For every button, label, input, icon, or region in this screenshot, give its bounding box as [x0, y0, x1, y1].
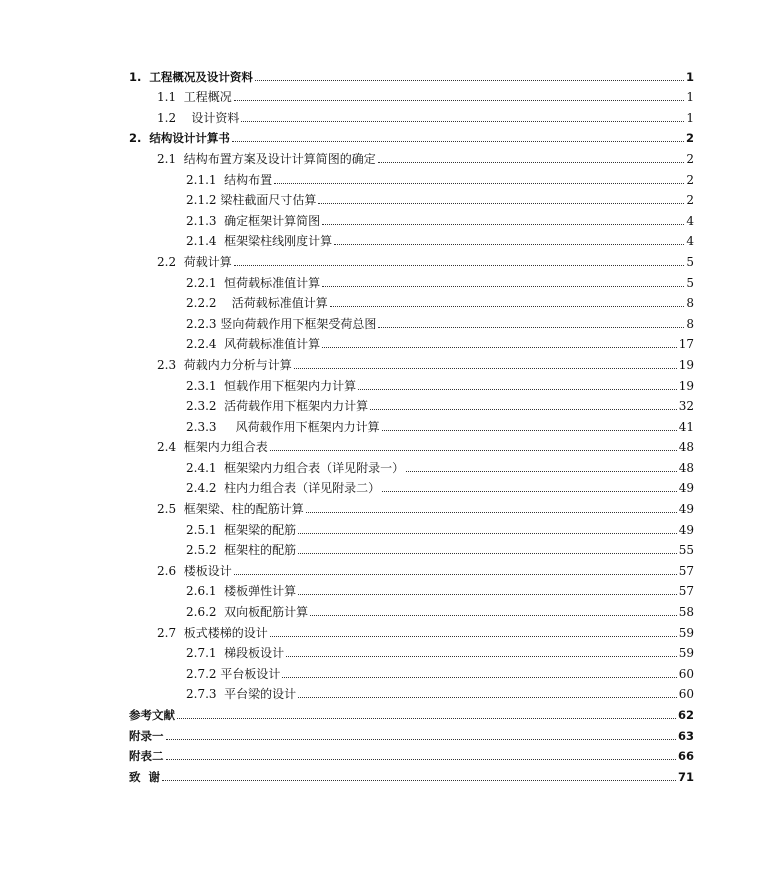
toc-entry-page: 71 — [677, 769, 694, 784]
toc-entry[interactable] — [0, 537, 780, 558]
toc-entry-page: 2 — [686, 172, 694, 187]
toc-entry-number: 2.3.3 — [186, 419, 236, 434]
toc-entry-title: 恒载作用下框架内力计算 — [224, 378, 357, 393]
toc-entry[interactable] — [0, 393, 780, 414]
toc-entry[interactable] — [0, 495, 780, 516]
toc-entry-title: 框架梁的配筋 — [224, 522, 297, 537]
toc-entry-page: 1 — [686, 90, 694, 105]
toc-entry-page: 41 — [678, 419, 694, 434]
toc-entry-title: 活荷载标准值计算 — [231, 296, 328, 311]
toc-entry-number: 2.5 — [157, 502, 184, 517]
toc-dot-leader — [166, 759, 676, 760]
toc-entry[interactable] — [0, 475, 780, 496]
toc-entry[interactable] — [0, 351, 780, 372]
toc-entry-number: 2.2.1 — [186, 275, 225, 290]
toc-entry-number: 2.7.1 — [186, 646, 225, 661]
toc-entry-page: 1 — [686, 110, 694, 125]
toc-entry[interactable] — [0, 187, 780, 208]
toc-entry[interactable] — [0, 228, 780, 249]
toc-entry[interactable] — [0, 557, 780, 578]
toc-entry-number: 2.7.2 — [186, 666, 221, 681]
toc-entry-title: 楼板弹性计算 — [224, 584, 297, 599]
toc-dot-leader — [298, 697, 677, 698]
toc-entry-number: 2.5.1 — [186, 522, 225, 537]
toc-entry[interactable] — [0, 63, 780, 84]
toc-entry-page: 59 — [678, 625, 694, 640]
toc-entry-title: 活荷载作用下框架内力计算 — [224, 399, 369, 414]
toc-entry[interactable] — [0, 681, 780, 702]
toc-entry-number: 2.1.4 — [186, 234, 225, 249]
toc-entry-title: 风荷载作用下框架内力计算 — [235, 419, 380, 434]
toc-entry-page: 19 — [678, 378, 694, 393]
toc-entry-number: 2.6.1 — [186, 584, 225, 599]
toc-entry-number: 2.2.4 — [186, 337, 225, 352]
toc-entry-title: 结构布置 — [224, 172, 273, 187]
toc-entry-title: 附表二 — [129, 749, 164, 764]
toc-entry-number: 2.6 — [157, 563, 184, 578]
toc-entry-title: 风荷载标准值计算 — [224, 337, 321, 352]
toc-entry-number: 2.1.3 — [186, 213, 225, 228]
toc-entry-page: 62 — [677, 708, 694, 722]
toc-entry-page: 49 — [678, 481, 694, 496]
toc-entry[interactable] — [0, 248, 780, 269]
toc-entry[interactable] — [0, 578, 780, 599]
toc-entry-number: 2. — [129, 131, 150, 146]
toc-entry-title: 结构设计计算书 — [149, 131, 230, 146]
toc-entry-page: 8 — [686, 296, 694, 311]
toc-entry-title: 确定框架计算简图 — [224, 213, 321, 228]
toc-entry-page: 32 — [678, 399, 694, 414]
toc-dot-leader — [382, 491, 677, 492]
toc-entry-number: 2.3.1 — [186, 378, 225, 393]
toc-dot-leader — [274, 183, 684, 184]
toc-entry[interactable] — [0, 145, 780, 166]
toc-dot-leader — [255, 80, 684, 81]
toc-dot-leader — [286, 656, 677, 657]
toc-dot-leader — [378, 327, 684, 328]
toc-entry-title: 平台板设计 — [220, 666, 281, 681]
toc-entry-page: 17 — [678, 337, 694, 352]
toc-entry-title: 楼板设计 — [183, 563, 232, 578]
toc-entry-number: 2.6.2 — [186, 605, 225, 620]
toc-entry-number: 2.5.2 — [186, 543, 225, 558]
toc-entry-number: 2.1.2 — [186, 193, 221, 208]
toc-dot-leader — [298, 594, 677, 595]
toc-entry[interactable] — [0, 207, 780, 228]
toc-entry-title: 恒荷载标准值计算 — [224, 275, 321, 290]
toc-entry[interactable] — [0, 640, 780, 661]
toc-dot-leader — [370, 409, 677, 410]
toc-entry-number: 1.1 — [157, 90, 184, 105]
toc-dot-leader — [166, 739, 676, 740]
toc-entry-page: 49 — [678, 522, 694, 537]
toc-entry[interactable] — [0, 84, 780, 105]
toc-entry-title: 框架梁柱线刚度计算 — [224, 234, 333, 249]
toc-dot-leader — [322, 347, 677, 348]
toc-entry-number: 2.4 — [157, 440, 184, 455]
toc-entry[interactable] — [0, 722, 780, 743]
toc-dot-leader — [322, 286, 684, 287]
toc-dot-leader — [318, 203, 684, 204]
toc-entry[interactable] — [0, 166, 780, 187]
toc-entry[interactable] — [0, 372, 780, 393]
toc-entry[interactable] — [0, 413, 780, 434]
toc-entry-page: 57 — [678, 584, 694, 599]
toc-entry[interactable] — [0, 701, 780, 722]
toc-entry-title: 荷载内力分析与计算 — [183, 357, 292, 372]
toc-entry-title: 框架内力组合表 — [183, 440, 268, 455]
toc-dot-leader — [322, 224, 684, 225]
toc-entry[interactable] — [0, 454, 780, 475]
toc-dot-leader — [234, 265, 685, 266]
toc-entry-title: 附录一 — [129, 728, 164, 743]
toc-entry-page: 19 — [678, 357, 694, 372]
toc-entry-number: 2.3.2 — [186, 399, 225, 414]
toc-entry-number: 2.7 — [157, 625, 184, 640]
toc-entry-page: 57 — [678, 563, 694, 578]
toc-entry-number: 2.4.2 — [186, 481, 225, 496]
toc-entry-page: 48 — [678, 460, 694, 475]
toc-dot-leader — [162, 780, 676, 781]
toc-entry-number: 2.3 — [157, 357, 184, 372]
toc-entry-page: 66 — [677, 749, 694, 764]
toc-entry[interactable] — [0, 743, 780, 764]
toc-dot-leader — [334, 244, 684, 245]
toc-entry-title: 平台梁的设计 — [224, 687, 297, 702]
toc-entry[interactable] — [0, 290, 780, 311]
toc-entry-page: 48 — [678, 440, 694, 455]
toc-entry-number: 2.1.1 — [186, 172, 225, 187]
toc-dot-leader — [330, 306, 685, 307]
toc-entry[interactable] — [0, 125, 780, 146]
toc-entry-title: 柱内力组合表（详见附录二） — [224, 481, 381, 496]
toc-entry[interactable] — [0, 269, 780, 290]
toc-entry-title: 工程概况 — [183, 90, 232, 105]
toc-entry[interactable] — [0, 763, 780, 784]
toc-dot-leader — [378, 162, 685, 163]
toc-dot-leader — [270, 636, 677, 637]
toc-entry-title: 框架柱的配筋 — [224, 543, 297, 558]
toc-dot-leader — [282, 677, 676, 678]
toc-dot-leader — [298, 533, 677, 534]
toc-entry[interactable] — [0, 619, 780, 640]
toc-entry-title: 框架梁、柱的配筋计算 — [183, 502, 304, 517]
toc-dot-leader — [310, 615, 677, 616]
toc-entry-number: 2.7.3 — [186, 687, 225, 702]
toc-entry-page: 55 — [678, 543, 694, 558]
toc-entry[interactable] — [0, 310, 780, 331]
toc-dot-leader — [306, 512, 677, 513]
toc-dot-leader — [234, 100, 685, 101]
toc-dot-leader — [232, 141, 684, 142]
toc-entry-title: 致 谢 — [129, 769, 161, 784]
toc-entry-page: 49 — [678, 502, 694, 517]
toc-entry-title: 结构布置方案及设计计算简图的确定 — [183, 151, 376, 166]
toc-entry-number: 1. — [129, 69, 150, 84]
toc-entry-page: 4 — [686, 234, 694, 249]
toc-entry-page: 60 — [678, 666, 694, 681]
toc-entry-page: 59 — [678, 646, 694, 661]
toc-entry[interactable] — [0, 331, 780, 352]
toc-entry[interactable] — [0, 104, 780, 125]
toc-entry-page: 2 — [686, 193, 694, 208]
toc-entry-title: 梯段板设计 — [224, 646, 285, 661]
toc-dot-leader — [270, 450, 677, 451]
toc-entry[interactable] — [0, 516, 780, 537]
toc-dot-leader — [298, 553, 677, 554]
toc-entry-title: 竖向荷载作用下框架受荷总图 — [220, 316, 377, 331]
toc-entry-number: 1.2 — [157, 110, 192, 125]
toc-entry-title: 参考文献 — [129, 708, 175, 722]
toc-dot-leader — [382, 430, 677, 431]
toc-entry[interactable] — [0, 434, 780, 455]
toc-entry-page: 60 — [678, 687, 694, 702]
toc-entry-number: 2.4.1 — [186, 460, 225, 475]
table-of-contents — [0, 63, 780, 784]
toc-entry-page: 2 — [685, 131, 694, 146]
toc-dot-leader — [358, 389, 677, 390]
toc-entry[interactable] — [0, 598, 780, 619]
toc-entry-page: 5 — [686, 275, 694, 290]
toc-dot-leader — [241, 121, 684, 122]
toc-dot-leader — [234, 574, 677, 575]
toc-entry-number: 2.2.2 — [186, 296, 232, 311]
toc-entry-page: 8 — [686, 316, 694, 331]
toc-entry-title: 工程概况及设计资料 — [149, 69, 253, 84]
toc-dot-leader — [177, 718, 676, 719]
toc-dot-leader — [406, 471, 677, 472]
toc-entry[interactable] — [0, 660, 780, 681]
toc-entry-title: 板式楼梯的设计 — [183, 625, 268, 640]
toc-entry-number: 2.2.3 — [186, 316, 221, 331]
toc-entry-page: 5 — [686, 254, 694, 269]
toc-entry-number: 2.2 — [157, 254, 184, 269]
toc-dot-leader — [294, 368, 677, 369]
toc-entry-title: 梁柱截面尺寸估算 — [220, 193, 317, 208]
toc-entry-number: 2.1 — [157, 151, 184, 166]
toc-entry-page: 58 — [678, 605, 694, 620]
toc-entry-title: 双向板配筋计算 — [224, 605, 309, 620]
toc-entry-page: 2 — [686, 151, 694, 166]
toc-entry-title: 框架梁内力组合表（详见附录一） — [224, 460, 405, 475]
toc-entry-page: 1 — [685, 69, 694, 84]
toc-entry-page: 4 — [686, 213, 694, 228]
toc-entry-title: 荷载计算 — [183, 254, 232, 269]
toc-entry-page: 63 — [677, 728, 694, 743]
toc-entry-title: 设计资料 — [191, 110, 240, 125]
